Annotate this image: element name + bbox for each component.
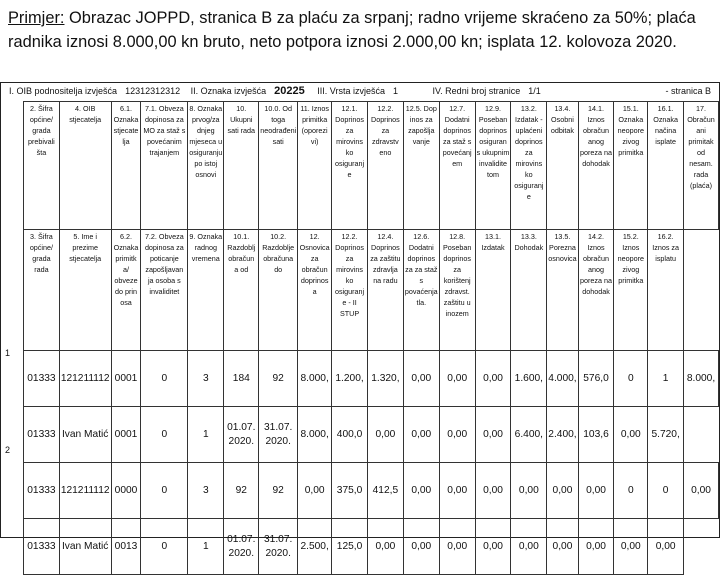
table-row-cell: 92 [259,351,298,407]
table-row-cell: 0 [141,463,188,519]
table-row-cell: 0 [141,407,188,463]
table-row-cell: Ivan Matić [59,519,111,575]
header-row-1-cell: 10.0. Od toga neodrađeni sati [259,102,298,230]
table-row-cell: 125,0 [332,519,368,575]
header-row-1-cell: 12.7. Dodatni doprinos za staž s povećanj em [439,102,475,230]
table-row-cell: 121211112 [59,463,111,519]
header-row-1-cell: 12.9. Poseban doprinos osiguran s ukupnim invalidite tom [475,102,511,230]
title-prefix: Primjer: [8,9,65,27]
table-row-cell: 0,00 [403,407,439,463]
header-row-1-cell: 12.2. Doprinos za zdravstv eno [367,102,403,230]
table-row-cell: 0000 [111,463,141,519]
form-header [9,85,549,97]
table-row-cell: 0 [141,351,188,407]
header-row-2-cell: 7.2. Obveza dopinosa za poticanje zapošljavan ja osoba s invaliditet [141,230,188,351]
table-row-cell: 01333 [24,407,60,463]
table-row-cell: 6.400, [511,407,547,463]
header-row-2-cell: 10.1. Razdoblj obračun a od [224,230,259,351]
header-row-2-cell: 5. Ime i prezime stjecatelja [59,230,111,351]
table-row-cell: 0,00 [367,519,403,575]
header-row-2-cell: 3. Šifra općine/ grada rada [24,230,60,351]
table-row [24,463,719,519]
table-row-cell: 0 [648,463,684,519]
table-row-cell: 1 [648,351,684,407]
table-row-cell: 0,00 [648,519,684,575]
page-title [8,6,712,54]
header-row-2-cell: 12. Osnovica za obračun doprinos a [298,230,332,351]
table-row-cell: 01333 [24,519,60,575]
header-row-2-cell: 12.4. Doprinos za zaštitu zdravlja na radu [367,230,403,351]
header-row-2-cell: 6.2. Oznaka primitk a/ obveze do prin osa [111,230,141,351]
table-row-cell: 3 [188,463,224,519]
table-row-cell: 1.600, [511,351,547,407]
table-row-cell: 0001 [111,351,141,407]
header-row-2-cell: 14.2. Iznos obračun anog poreza na dohodak [578,230,614,351]
table-row-cell: 0,00 [439,463,475,519]
table-row-cell: 0001 [111,407,141,463]
header-row-1-cell: 16.1. Oznaka načina isplate [648,102,684,230]
header-row-1 [24,102,719,230]
table-row-cell: 5.720, [648,407,684,463]
table-row-cell: 1.200, [332,351,368,407]
table-row-cell: 0,00 [403,519,439,575]
header-row-2-cell: 13.5. Porezna osnovica [547,230,578,351]
table-row-cell: 0,00 [439,407,475,463]
title-text: Obrazac JOPPD, stranica B za plaću za srpanj; radno vrijeme skraćeno za 50%; plaća radnika iznosi 8.000,00 kn bruto, neto potpora iznosi 2.000,00 kn; isplata 12. kolovoza 2020. [8,9,696,51]
oib-value: 12312312312 [125,86,181,96]
header-row-2-cell: 10.2. Razdoblje obračuna do [259,230,298,351]
table-row-cell: 8.000, [298,407,332,463]
table-row-cell: 121211112 [59,351,111,407]
header-row-2-cell: 16.2. Iznos za isplatu [648,230,684,351]
table-row-cell: 1 [188,519,224,575]
table-row-cell: 2.400, [547,407,578,463]
header-row-2-cell: 15.2. Iznos neopore zivog primitka [614,230,648,351]
joppd-table [23,101,719,575]
header-row-1-cell: 10. Ukupni sati rada [224,102,259,230]
header-row-2-cell: 13.1. Izdatak [475,230,511,351]
header-row-1-cell: 12.5. Dop inos za zapošlja vanje [403,102,439,230]
header-row-2-cell: 12.8. Poseban doprinos za korištenj zdravst. zaštitu u inozem [439,230,475,351]
header-row-1-cell: 11. Iznos primitka (oporezi vi) [298,102,332,230]
table-row-cell: 375,0 [332,463,368,519]
table-row-cell: 0 [614,351,648,407]
table-row-cell: 0,00 [439,351,475,407]
table-row-cell: 0,00 [475,519,511,575]
oznaka-value: 20225 [274,85,305,97]
table-row-cell: 400,0 [332,407,368,463]
table-row-cell: 0,00 [367,407,403,463]
table-row-cell: 0,00 [475,351,511,407]
row-number-2: 2 [5,445,11,455]
header-row-1-cell: 8. Oznaka prvog/za dnjeg mjeseca u osiguranju po istoj osnovi [188,102,224,230]
table-row-cell: 1.320, [367,351,403,407]
table-row-cell: 2.500, [298,519,332,575]
table-row-cell: 3 [188,351,224,407]
header-row-1-cell: 13.2. Izdatak - uplaćeni doprinos za mirovins ko osiguranj e [511,102,547,230]
table-row-cell: 4.000, [547,351,578,407]
table-row-cell: 103,6 [578,407,614,463]
header-row-1-cell: 15.1. Oznaka neopore zivog primitka [614,102,648,230]
table-row-cell: 0,00 [614,519,648,575]
table-row-cell: 8.000, [298,351,332,407]
table-row-cell: 184 [224,351,259,407]
table-row-cell: 01.07. 2020. [224,407,259,463]
header-row-1-cell: 4. OIB stjecatelja [59,102,111,230]
table-row-cell: 0,00 [578,463,614,519]
table-row-cell: 0 [614,463,648,519]
table-row [24,407,719,463]
table-row-cell: 1 [188,407,224,463]
table-row-cell: 01.07. 2020. [224,519,259,575]
joppd-form-page-b [0,82,720,559]
table-row-cell: 0,00 [298,463,332,519]
page-indicator: - stranica B [665,86,711,96]
table-row-cell: 0,00 [475,463,511,519]
header-row-1-cell: 17. Obračun ani primitak od nesam. rada (plaća) [684,102,719,230]
table-row-cell: 0,00 [403,463,439,519]
oznaka-label: II. Oznaka izvješća [190,86,267,96]
table-row-cell: 0,00 [614,407,648,463]
vrsta-value: 1 [392,86,398,96]
table-row-cell: 01333 [24,463,60,519]
table-row-cell: 0,00 [547,463,578,519]
row-number-1: 1 [5,348,11,358]
header-row-1-cell: 6.1. Oznaka stjecate lja [111,102,141,230]
stranica-value: 1/1 [528,86,541,96]
table-row-cell: 0 [141,519,188,575]
header-row-2-cell: 12.2. Doprinos za mirovins ko osiguranj e - II STUP [332,230,368,351]
header-row-2-cell: 9. Oznaka radnog vremena [188,230,224,351]
table-row-cell: 0,00 [547,519,578,575]
table-row-cell: 0,00 [684,463,719,519]
table-row-cell: 0,00 [511,519,547,575]
header-row-1-cell: 7.1. Obveza dopinosa za MO za staž s povećanim trajanjem [141,102,188,230]
table-row-cell: 31.07. 2020. [259,519,298,575]
table-row-cell: 01333 [24,351,60,407]
table-row-cell: 0,00 [475,407,511,463]
header-row-2-cell: 12.6. Dodatni doprinos za za staž s povaćenja tla. [403,230,439,351]
table-row-cell: 0,00 [403,351,439,407]
table-row-cell: Ivan Matić [59,407,111,463]
table-row-cell: 92 [224,463,259,519]
header-row-1-cell: 2. Šifra općine/ grada prebivali šta [24,102,60,230]
header-row-1-cell: 13.4. Osobni odbitak [547,102,578,230]
table-row-cell: 92 [259,463,298,519]
table-row-cell: 0,00 [578,519,614,575]
oib-label: I. OIB podnositelja izvješća [9,86,118,96]
table-row [24,351,719,407]
table-row-cell: 8.000, [684,351,719,407]
table-row-cell: 412,5 [367,463,403,519]
stranica-label: IV. Redni broj stranice [432,86,521,96]
header-row-1-cell: 14.1. Iznos obračun anog poreza na dohodak [578,102,614,230]
header-row-2 [24,230,719,351]
table-row-cell: 0,00 [511,463,547,519]
table-row-cell: 31.07. 2020. [259,407,298,463]
header-row-1-cell: 12.1. Doprinos za mirovins ko osiguranj e [332,102,368,230]
table-row-cell: 576,0 [578,351,614,407]
table-row [24,519,719,575]
header-row-2-cell: 13.3. Dohodak [511,230,547,351]
table-row-cell: 0013 [111,519,141,575]
vrsta-label: III. Vrsta izvješća [317,86,385,96]
table-row-cell: 0,00 [439,519,475,575]
